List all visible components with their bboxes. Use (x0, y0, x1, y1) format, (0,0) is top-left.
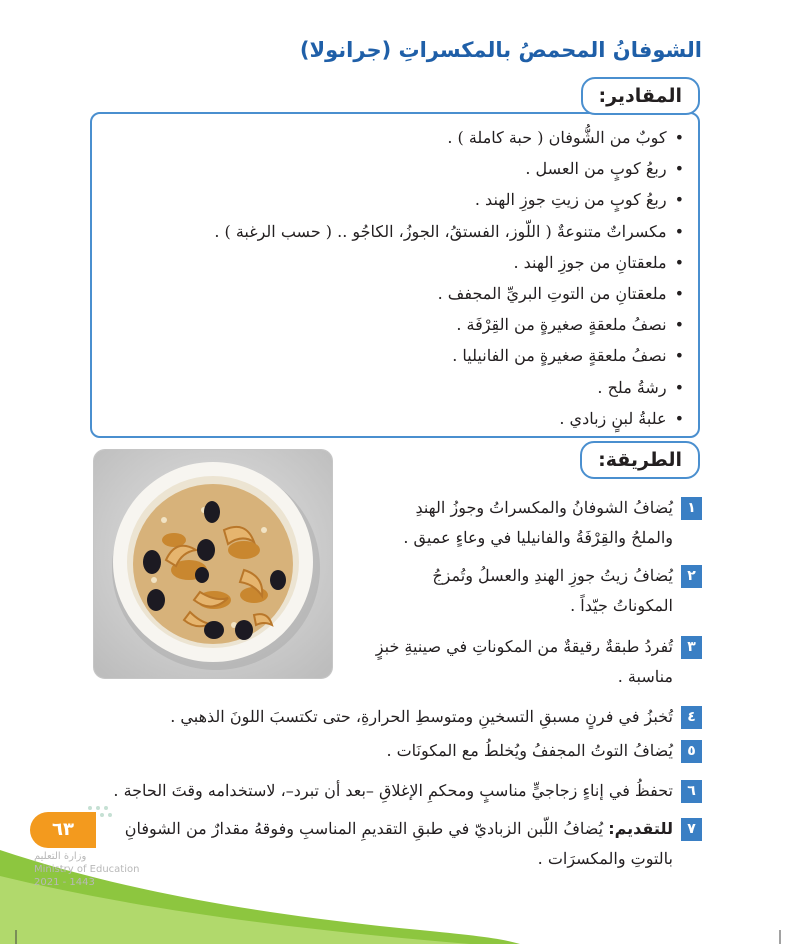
step-text: تُخبزُ في فرنٍ مسبقِ التسخينِ ومتوسطِ الحرارةِ، حتى تكتسبَ اللونَ الذهبي . (170, 707, 673, 726)
step-text: تُفردُ طبقةٌ رقيقةٌ من المكوناتِ في صينيةِ خبزٍ (375, 637, 673, 656)
step-text: تحفظُ في إناءٍ زجاجيٍّ مناسبٍ ومحكمِ الإغلاقِ –بعد أن تبرد–، لاستخدامه وقتَ الحاجة . (113, 781, 673, 800)
ingredient-item: • مكسراتٌ متنوعةٌ ( اللّوز، الفستقُ، الجوزُ، الكاجُو .. ( حسب الرغبة ) . (214, 216, 684, 247)
step-text: يُضافُ اللّبن الزباديّ في طبقِ التقديمِ المناسبِ وفوقهُ مقدارٌ من الشوفانِ (124, 819, 604, 838)
serving-label: للتقديم: (608, 819, 673, 838)
step-number: ٤ (681, 706, 702, 729)
step-text-continued: بالتوتِ والمكسرَات . (537, 849, 673, 868)
edition-year: 2021 - 1443 (34, 877, 95, 888)
method-label: الطريقة: (580, 441, 700, 479)
step-number: ١ (681, 497, 702, 520)
ingredient-item: • ربعُ كوبٍ من زيتِ جوزِ الهند . (214, 184, 684, 215)
page-number: ٦٣ (30, 812, 96, 848)
step-text-continued: والملحُ والقِرْفَةُ والفانيليا في وعاءٍ عميق . (403, 528, 673, 547)
ministry-name-ar: وزارة التعليم (34, 851, 87, 862)
ministry-watermark (34, 850, 139, 889)
method-step (403, 493, 702, 553)
step-text: يُضافُ زيتُ جوزِ الهندِ والعسلُ وتُمزجُ (432, 566, 673, 585)
step-number: ٧ (681, 818, 702, 841)
ingredient-item: • ربعُ كوبٍ من العسل . (214, 153, 684, 184)
step-text-continued: المكوناتُ جيّداً . (570, 596, 673, 615)
ingredient-item: • ملعقتانِ من جوزِ الهند . (214, 247, 684, 278)
step-number: ٥ (681, 740, 702, 763)
ingredients-list (214, 122, 684, 434)
method-step (432, 561, 702, 621)
method-step (170, 702, 702, 732)
recipe-title: الشوفانُ المحمصُ بالمكسراتِ (جرانولا) (299, 38, 702, 62)
ingredient-item: • كوبٌ من الشُّوفان ( حبة كاملة ) . (214, 122, 684, 153)
step-number: ٣ (681, 636, 702, 659)
ingredient-item: • رشةُ ملح . (214, 372, 684, 403)
ingredients-box (90, 112, 700, 438)
granola-bowl-photo (93, 449, 333, 679)
method-step (386, 736, 702, 766)
step-number: ٦ (681, 780, 702, 803)
step-number: ٢ (681, 565, 702, 588)
method-step (376, 632, 702, 692)
ministry-name-en: Ministry of Education (34, 864, 140, 875)
ingredient-item: • نصفُ ملعقةٍ صغيرةٍ من الفانيليا . (214, 340, 684, 371)
ingredient-item: • ملعقتانِ من التوتِ البريِّ المجفف . (214, 278, 684, 309)
step-text: يُضافُ التوتُ المجففُ ويُخلطُ مع المكونَات . (386, 741, 673, 760)
ingredients-label: المقادير: (581, 77, 701, 115)
ingredient-item: • علبةُ لبنٍ زبادي . (214, 403, 684, 434)
step-text-continued: مناسبة . (617, 667, 673, 686)
ingredient-item: • نصفُ ملعقةٍ صغيرةٍ من القِرْفَة . (214, 309, 684, 340)
step-text: يُضافُ الشوفانُ والمكسراتُ وجوزُ الهندِ (415, 498, 673, 517)
